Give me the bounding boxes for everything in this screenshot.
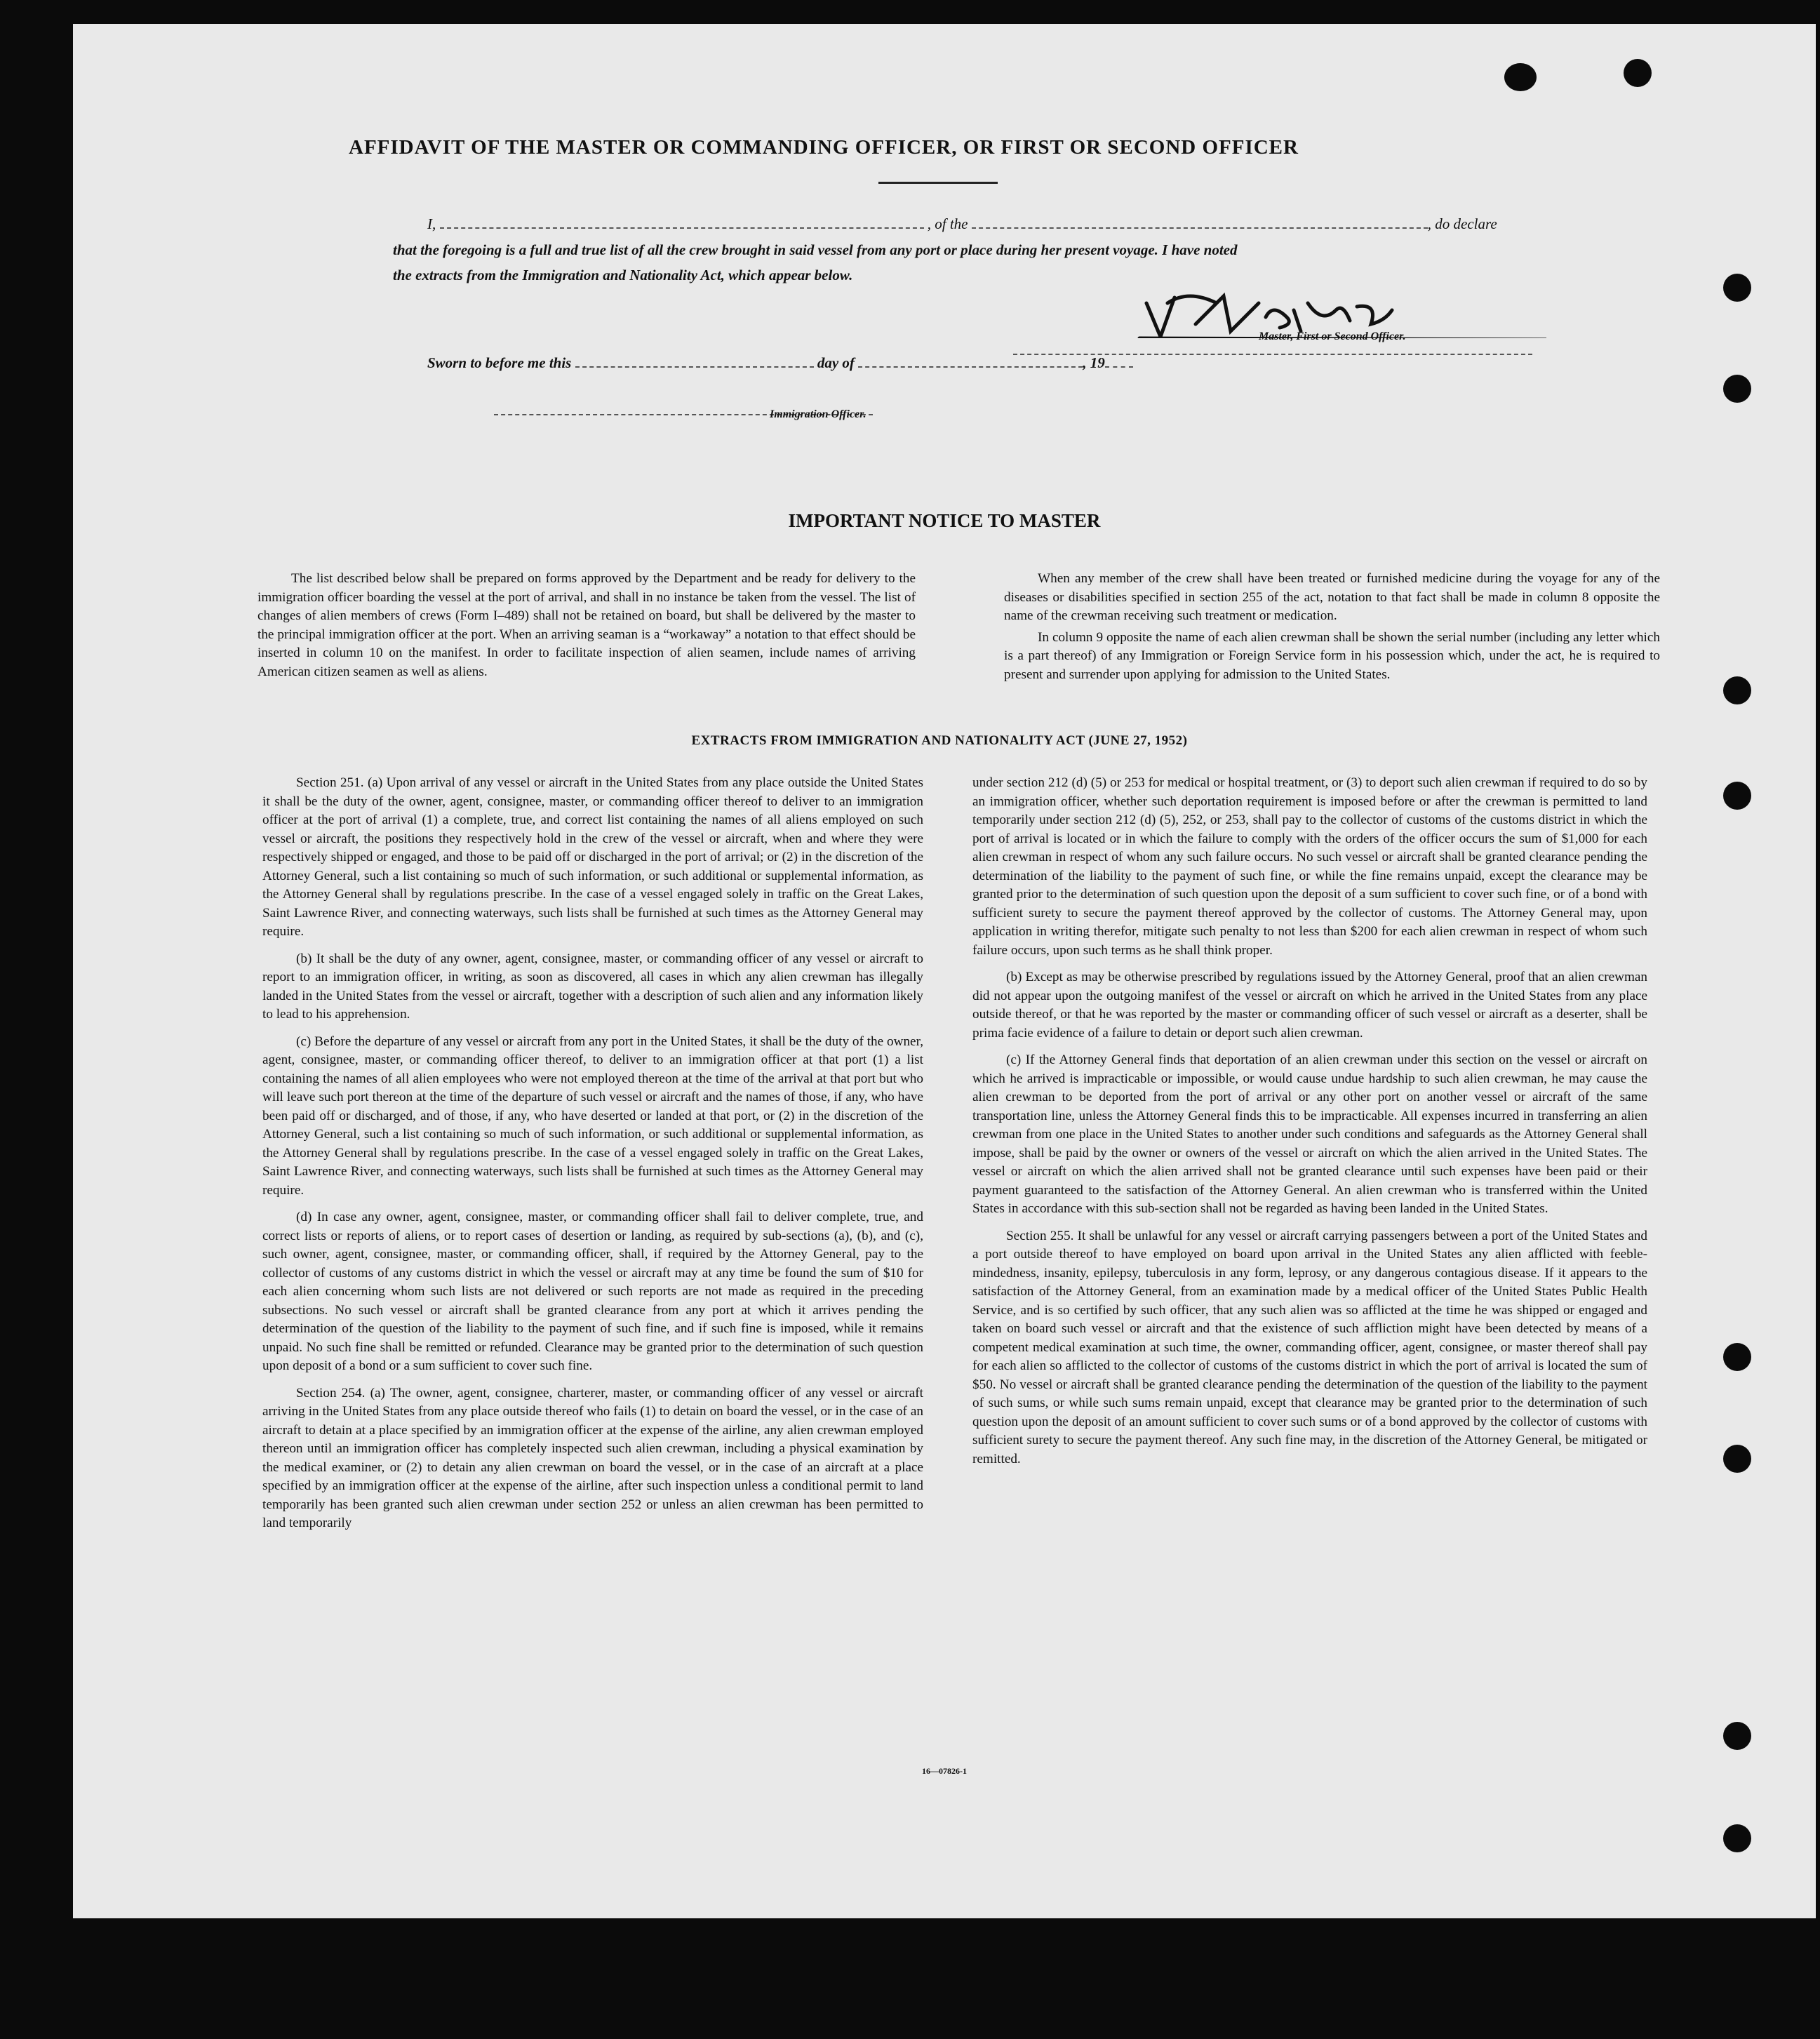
declaration-line-3: the extracts from the Immigration and Nationality Act, which appear below. [393, 267, 853, 283]
act-paragraph: (c) If the Attorney General finds that deportation of an alien crewman under this section on the vessel or aircraft on which he arrived is impracticable or impossible, or would cause undue hardship to such alien crewman, he may cause the alien crewman to be deported from the port of arrival or any other port on another vessel or aircraft of the same transportation line, unless the Attorney General finds this to be impracticable. All expenses incurred in transferring an alien crewman from one place in the United States to another under such conditions and safeguards as the Attorney General shall impose, shall be paid by the owner or owners of the vessel or aircraft on which the alien arrived in the United States. The vessel or aircraft on which the alien arrived shall not be granted clearance until such expenses have been paid or their payment guaranteed to the satisfaction of the Attorney General. An alien crewman who is transferred within the United States in accordance with this sub-section shall not be regarded as having been landed in the United States. [972, 1052, 1647, 1216]
form-code: 16—07826-1 [922, 1766, 967, 1776]
year-blank [1105, 354, 1133, 368]
signature-caption: Master, First or Second Officer. [1259, 330, 1406, 342]
year-label: , 19 [1083, 354, 1105, 371]
act-paragraph: (b) Except as may be otherwise prescribed by regulations issued by the Attorney General, proof that an alien crewman did not appear upon the outgoing manifest of the vessel or aircraft on which he arrived in the United States from any place outside thereof, or that he was reported by the master or commanding officer of such vessel or aircraft as a deserter, shall be prima facie evidence of a failure to detain or deport such alien crewman. [972, 970, 1647, 1041]
sworn-label: Sworn to before me this [427, 354, 572, 371]
handwritten-signature [1055, 282, 1546, 338]
punch-hole [1723, 676, 1751, 704]
extracts-right-column [972, 774, 1647, 1477]
punch-hole [1723, 1343, 1751, 1371]
act-paragraph: (c) Before the departure of any vessel or aircraft from any port in the United States, it shall be the duty of the owner, agent, consignee, master, or commanding officer thereof, to deliver to an immigration officer at that port (1) a list containing the names of all alien employees who were not employed thereon at the time of the arrival at that port but who will leave such port thereon at the time of the departure of such vessel or aircraft and the names of those, if any, who have been paid off or discharged, and of those, if any, who have deserted or landed at that port, or (2) in the discretion of the Attorney General, such a list containing so much of such information, or such additional or supplemental information, as the Attorney General shall by regulations prescribe. In the case of a vessel engaged solely in traffic on the Great Lakes, Saint Lawrence River, and connecting waterways, such lists shall be furnished at such times as the Attorney General may require. [262, 1034, 923, 1198]
title-rule [878, 182, 998, 184]
day-of-label: day of [817, 354, 855, 371]
notice-paragraph: In column 9 opposite the name of each alien crewman shall be shown the serial number (including any letter which is a part thereof) of any Immigration or Foreign Service form in his possession which, under the act, he is required to present and surrender upon applying for admission to the United States. [1004, 629, 1660, 682]
notice-left-column [257, 570, 916, 690]
sworn-line [427, 354, 1133, 372]
extracts-title: EXTRACTS FROM IMMIGRATION AND NATIONALITY ACT (JUNE 27, 1952) [691, 733, 1188, 748]
act-paragraph: (b) It shall be the duty of any owner, agent, consignee, master, or commanding officer of any vessel or aircraft to report to an immigration officer, in writing, as soon as discovered, all cases in which any alien crewman has illegally landed in the United States from the vessel or aircraft, together with a description of such alien and any information likely to lead to his apprehension. [262, 951, 923, 1022]
declaration-line-2: that the foregoing is a full and true list of all the crew brought in said vessel from any port or place during her present voyage. I have noted [393, 241, 1238, 258]
vessel-label: , of the [927, 215, 968, 232]
act-paragraph: under section 212 (d) (5) or 253 for medical or hospital treatment, or (3) to deport such alien crewman if required to do so by an immigration officer, whether such deportation requirement is imposed before or after the crewman is permitted to land temporarily under section 212 (d) (5), 252, or 253, shall pay to the collector of customs of the customs district in which the port of arrival is located or in which the failure to comply with the orders of the officer occurs the sum of $1,000 for each alien crewman in respect of whom any such failure occurs. No such vessel or aircraft shall be granted clearance pending the determination of the liability to the payment of such fine, or while the fine remains unpaid, except the clearance may be granted prior to the determination of such question upon the deposit of a sum sufficient to cover such fine, or of a bond with sufficient surety to secure the payment thereof approved by the collector of customs. The Attorney General may, upon application in writing therefor, mitigate such penalty to not less than $200 for each alien crewman in respect of whom such failure occurs, upon such terms as he shall think proper. [972, 775, 1647, 958]
notice-paragraph: The list described below shall be prepared on forms approved by the Department and be ready for delivery to the immigration officer boarding the vessel at the port of arrival, and shall in no instance be taken from the vessel. The list of changes of alien members of crews (Form I–489) shall not be retained on board, but shall be delivered by the master to the principal immigration officer at the port. When an arriving seaman is a “workaway” a notation to that effect should be inserted in column 10 on the manifest. In order to facilitate inspection of alien seamen, include names of arriving American citizen seamen as well as aliens. [257, 571, 916, 679]
act-paragraph: Section 254. (a) The owner, agent, consignee, charterer, master, or commanding officer of any vessel or aircraft arriving in the United States from any place outside thereof who fails (1) to detain on board the vessel, or in the case of an aircraft to detain at a place specified by an immigration officer at the expense of the airline, any alien crewman employed thereon until an immigration officer has completely inspected such alien crewman, including a physical examination by the medical examiner, or (2) to detain any alien crewman on board the vessel, or in the case of an aircraft at a place specified by an immigration officer at the expense of the airline, after such inspection unless a conditional permit to land temporarily has been granted such alien crewman under section 252 or unless an alien crewman has been permitted to land temporarily [262, 1385, 923, 1530]
month-blank [858, 354, 1083, 368]
sworn-date-blank [575, 354, 814, 368]
declare-label: , do declare [1427, 215, 1497, 232]
punch-hole [1723, 274, 1751, 302]
act-paragraph: Section 255. It shall be unlawful for any vessel or aircraft carrying passengers between a port of the United States and a port outside thereof to have employed on board upon arrival in the United States any alien afflicted with feeble-mindedness, insanity, epilepsy, tuberculosis in any form, leprosy, or any dangerous contagious disease. If it appears to the satisfaction of the Attorney General, from an examination made by a medical officer of the United States Public Health Service, and is so certified by such officer, that any such alien was so afflicted at the time he was shipped or engaged and taken on board such vessel or aircraft and that the existence of such affliction might have been detected by means of a competent medical examination at such time, the owner, commanding officer, agent, consignee, or master thereof shall pay for each alien so afflicted to the collector of customs of the customs district in which the port of arrival is located the sum of $50. No vessel or aircraft shall be granted clearance pending the determination of the question of the liability to the payment of such sums, or while such sums remain unpaid, except that clearance may be granted prior to the determination of such question upon the deposit of an amount sufficient to cover such sums or of a bond approved by the collector of customs with sufficient surety to secure the payment thereof. Any such fine may, in the discretion of the Attorney General, be mitigated or remitted. [972, 1228, 1647, 1466]
declarant-blank [440, 215, 924, 229]
act-paragraph: Section 251. (a) Upon arrival of any vessel or aircraft in the United States from any place outside the United States it shall be the duty of the owner, agent, consignee, master, or commanding officer thereof to deliver to an immigration officer at the port of arrival (1) a complete, true, and correct list containing the names of all aliens employed on such vessel or aircraft, the positions they respectively hold in the crew of the vessel or aircraft, when and where they were respectively shipped or engaged, and those to be paid off or discharged in the port of arrival; or (2) in the discretion of the Attorney General, such a list containing so much of such information, or such additional or supplemental information, as the Attorney General shall by regulations prescribe. In the case of a vessel engaged solely in traffic on the Great Lakes, Saint Lawrence River, and connecting waterways, such lists shall be furnished at such times as the Attorney General may require. [262, 775, 923, 939]
officer-caption: Immigration Officer. [770, 408, 866, 420]
extracts-left-column [262, 774, 923, 1542]
notice-right-column [1004, 570, 1660, 693]
vessel-blank [972, 215, 1428, 229]
affidavit-title: AFFIDAVIT OF THE MASTER OR COMMANDING OFFICER, OR FIRST OR SECOND OFFICER [349, 136, 1299, 159]
act-paragraph: (d) In case any owner, agent, consignee, master, or commanding officer shall fail to deliver complete, true, and correct lists or reports of aliens, or to report cases of desertion or landing, as required by sub-sections (a), (b), and (c), such owner, agent, consignee, master, or commanding officer, shall, if required by the Attorney General, pay to the collector of customs of any customs district in which the vessel or aircraft may at any time be found the sum of $10 for each alien concerning whom such lists are not delivered or such reports are not made as required in the preceding subsections. No such vessel or aircraft shall be granted clearance from any port at which it arrives pending the determination of the question of the liability to the payment of such fine, and if such fine is imposed, while it remains unpaid. No such fine shall be remitted or refunded. Clearance may be granted prior to the determination of such question upon deposit of a bond or a sum sufficient to cover such fine. [262, 1210, 923, 1373]
notice-paragraph: When any member of the crew shall have been treated or furnished medicine during the voyage for any of the diseases or disabilities specified in section 255 of the act, notation to that fact shall be made in column 8 opposite the name of the crewman receiving such treatment or medication. [1004, 571, 1660, 623]
declarant-label: I, [427, 215, 436, 232]
punch-hole [1624, 59, 1652, 87]
punch-hole [1723, 1722, 1751, 1750]
declaration-line-1 [427, 215, 1497, 233]
punch-hole [1723, 375, 1751, 403]
punch-hole [1723, 1445, 1751, 1473]
punch-hole [1504, 63, 1537, 91]
notice-title: IMPORTANT NOTICE TO MASTER [788, 510, 1101, 531]
punch-hole [1723, 1824, 1751, 1852]
punch-hole [1723, 782, 1751, 810]
document-page [73, 24, 1816, 1918]
